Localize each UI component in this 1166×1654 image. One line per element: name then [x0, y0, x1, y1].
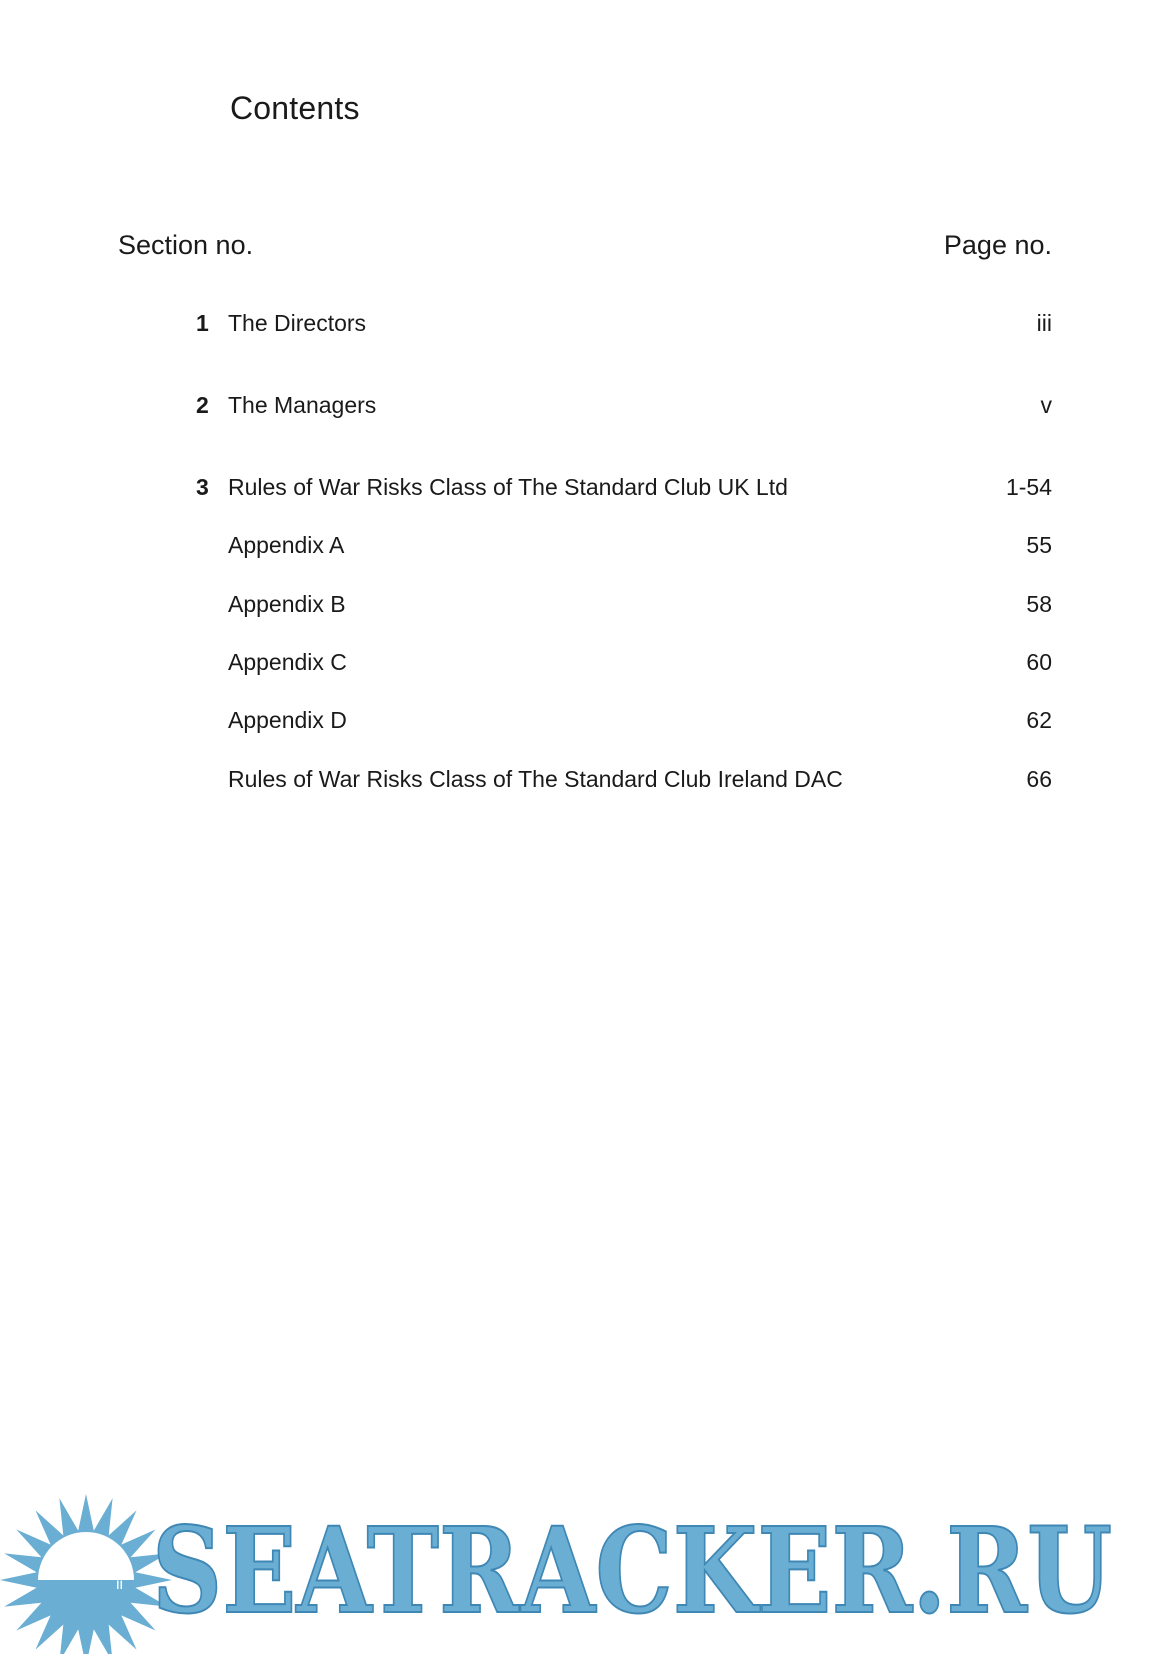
page-column-header: Page no.: [943, 230, 1052, 260]
toc-entry[interactable]: [0, 310, 1166, 344]
toc-entry-label: Rules of War Risks Class of The Standard Club Ireland DAC: [228, 766, 843, 792]
watermark-text: SEATRACKER.RU: [152, 1501, 1112, 1640]
toc-entry-label: The Managers: [228, 392, 377, 418]
toc-entry-page: 55: [1026, 532, 1052, 558]
toc-entry-label: Appendix C: [228, 649, 347, 675]
toc-entry-number: 1: [196, 310, 209, 336]
toc-entry[interactable]: [0, 474, 1166, 508]
toc-entry-page: 66: [1026, 766, 1052, 792]
sunburst-icon: [0, 1494, 172, 1654]
toc-entry-page: iii: [1036, 310, 1052, 336]
toc-entry[interactable]: [0, 707, 1166, 741]
toc-entry-number: 3: [196, 474, 209, 500]
toc-entry[interactable]: [0, 649, 1166, 683]
page-number: ii: [116, 1576, 124, 1593]
toc-entry-page: 62: [1026, 707, 1052, 733]
toc-entry[interactable]: [0, 532, 1166, 566]
toc-entry[interactable]: [0, 392, 1166, 426]
toc-entry-page: 60: [1026, 649, 1052, 675]
toc-entry-page: 58: [1026, 591, 1052, 617]
toc-entry[interactable]: [0, 766, 1166, 800]
toc-entry[interactable]: [0, 591, 1166, 625]
page-title: Contents: [230, 90, 360, 126]
toc-entry-label: The Directors: [228, 310, 367, 336]
section-column-header: Section no.: [118, 230, 254, 260]
watermark-logo: [0, 1480, 1166, 1654]
toc-entry-number: 2: [196, 392, 209, 418]
toc-entry-label: Appendix D: [228, 707, 347, 733]
toc-entry-page: 1-54: [1005, 474, 1052, 500]
toc-entry-page: v: [1040, 392, 1052, 418]
toc-entry-label: Appendix A: [228, 532, 345, 558]
toc-entry-label: Rules of War Risks Class of The Standard Club UK Ltd: [228, 474, 788, 500]
toc-entry-label: Appendix B: [228, 591, 346, 617]
